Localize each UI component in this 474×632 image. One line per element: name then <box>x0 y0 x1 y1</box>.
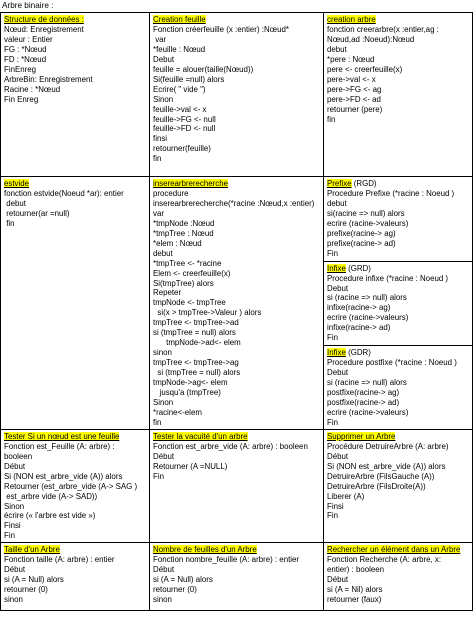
code-line: fonction creerarbre(x :entier,ag : <box>327 24 439 34</box>
code-line: pere->FD <- ad <box>327 94 381 104</box>
code-line: debut <box>153 248 173 258</box>
cell-supprimer-arbre <box>324 429 473 542</box>
code-line: procedure <box>153 188 189 198</box>
cell-title-line <box>327 348 469 358</box>
cell-title: estvide <box>4 179 30 188</box>
code-line: ecrire (racine->valeurs) <box>327 313 409 323</box>
code-line: feuille->FG <- null <box>153 114 216 124</box>
code-line: var <box>153 208 164 218</box>
code-line: Fonction est_Feuille (A: arbre) : <box>4 441 115 451</box>
document-title: Arbre binaire : <box>2 1 54 10</box>
cell-title: Structure de données : <box>4 15 84 24</box>
code-line: debut <box>327 198 347 208</box>
cell-title-line <box>327 545 469 555</box>
cell-rechercher-element <box>324 543 473 611</box>
code-line: valeur : Entier <box>4 34 53 44</box>
code-line: Finsi <box>4 521 21 531</box>
code-line: si(racine => null) alors <box>327 208 405 218</box>
code-line: si (A = Null) alors <box>153 575 213 585</box>
cell-title-line <box>327 264 469 274</box>
code-line: *racine<-elem <box>153 407 202 417</box>
code-line: tmpNode->ag<- elem <box>153 378 228 388</box>
code-line: tmpTree <- tmpTree->ad <box>153 318 239 328</box>
code-line: si (A = Null) alors <box>4 575 64 585</box>
code-line: Début <box>153 451 175 461</box>
code-line: Procedure postfixe (*racine : Noeud ) <box>327 358 457 368</box>
code-line: est_arbre vide (A-> SAD)) <box>4 491 98 501</box>
code-line: Ecrire( " vide ") <box>153 84 206 94</box>
code-line: pere->FG <- ag <box>327 84 382 94</box>
code-line: Repeter <box>153 288 182 298</box>
code-line: infixe(racine-> ag) <box>327 303 391 313</box>
code-line: retourner(feuille) <box>153 144 211 154</box>
code-line: Fin Enreg <box>4 94 39 104</box>
code-line: Si (NON est_arbre_vide (A)) alors <box>327 461 446 471</box>
cell-title: Creation feuille <box>153 15 206 24</box>
cell-title: Taille d'un Arbre <box>4 545 60 555</box>
code-line: Fin <box>4 531 15 541</box>
code-line: jusqu'a (tmpTree) <box>153 388 221 398</box>
code-line: Nœud,ad :Noeud):Nœud <box>327 34 415 44</box>
cell-title: Prefixe <box>327 179 352 188</box>
code-line: DetruireArbre (FilsGauche (A)) <box>327 471 435 481</box>
cell-title-line <box>327 179 469 189</box>
code-line: Liberer (A) <box>327 491 365 501</box>
cell-title: Infixe <box>327 348 346 358</box>
code-line: *pere : Nœud <box>327 54 375 64</box>
code-line: Debut <box>153 54 175 64</box>
cell-title: Tester la vacuité d'un arbre <box>153 431 248 441</box>
code-line: Procedure Prefixe (*racine : Noeud ) <box>327 188 455 198</box>
code-line: retourner (0) <box>153 585 197 595</box>
code-line: debut <box>4 198 26 208</box>
code-line: *elem : Nœud <box>153 238 202 248</box>
code-line: Fin <box>327 417 338 427</box>
code-line: booleen <box>4 451 33 461</box>
code-line: retourner(ar =null) <box>4 208 70 218</box>
algorithm-table <box>0 12 473 611</box>
code-line: postfixe(racine-> ag) <box>327 388 400 398</box>
code-line: debut <box>327 44 347 54</box>
table-row <box>1 13 473 177</box>
code-line: si (A = Nil) alors <box>327 585 383 595</box>
cell-title-line <box>153 15 320 25</box>
code-line: Procédure DetruireArbre (A: arbre) <box>327 441 449 451</box>
code-line: prefixe(racine-> ag) <box>327 228 396 238</box>
code-line: fonction estvide(Noeud *ar): entier <box>4 188 124 198</box>
code-line: FD : *Nœud <box>4 54 47 64</box>
code-line: FinEnreg <box>4 64 37 74</box>
code-line: tmpNode <- tmpTree <box>153 298 226 308</box>
cell-creation-feuille <box>150 13 324 177</box>
code-line: finsi <box>153 134 168 144</box>
code-line: Début <box>4 461 26 471</box>
cell-title-line <box>4 545 146 555</box>
cell-title-line <box>153 545 320 555</box>
code-line: infixe(racine-> ad) <box>327 323 391 333</box>
code-line: sinon <box>153 595 172 605</box>
cell-title-suffix: (RGD) <box>351 179 377 188</box>
code-line: Fin <box>327 248 338 258</box>
part-postfixe <box>324 345 472 428</box>
code-line: *tmpNode :Nœud <box>153 218 215 228</box>
cell-creation-arbre <box>324 13 473 177</box>
cell-title: creation arbre <box>327 15 376 24</box>
code-line: Début <box>4 565 26 575</box>
cell-title-line <box>4 432 146 442</box>
code-line: retourner (faux) <box>327 595 382 605</box>
code-line: prefixe(racine-> ad) <box>327 238 396 248</box>
code-line: Fin <box>153 471 164 481</box>
code-line: inserearbrerecherche(*racine :Nœud,x :entier) <box>153 198 315 208</box>
code-line: Si(feuille =null) alors <box>153 74 225 84</box>
code-line: Finsi <box>327 501 344 511</box>
code-line: Sinon <box>153 94 174 104</box>
code-line: Nœud: Enregistrement <box>4 24 84 34</box>
code-line: Procedure infixe (*racine : Noeud ) <box>327 273 449 283</box>
cell-nombre-feuilles <box>150 543 324 611</box>
code-line: si (racine => null) alors <box>327 293 407 303</box>
code-line: postfixe(racine-> ad) <box>327 398 400 408</box>
cell-title-line <box>327 432 469 442</box>
code-line: fin <box>327 114 336 124</box>
part-infixe <box>324 261 472 344</box>
code-line: feuille->FD <- null <box>153 124 216 134</box>
cell-structure-donnees <box>1 13 150 177</box>
code-line: *tmpTree <- *racine <box>153 258 222 268</box>
cell-title-line <box>153 432 320 442</box>
cell-parcours <box>324 177 473 430</box>
cell-title: Tester Si un nœud est une feuille <box>4 431 120 441</box>
code-line: pere->val <- x <box>327 74 376 84</box>
code-line: ArbreBin: Enregistrement <box>4 74 93 84</box>
code-line: tmpTree <- tmpTree->ag <box>153 358 239 368</box>
code-line: entier) : booleen <box>327 565 385 575</box>
code-line: si (tmpTree = null) alors <box>153 368 241 378</box>
cell-title: Rechercher un élément dans un Arbre <box>327 545 461 555</box>
cell-title-line <box>4 179 146 189</box>
code-line: ecrire (racine->valeurs) <box>327 218 409 228</box>
code-line: Retourner (A =NULL) <box>153 461 228 471</box>
cell-title-line <box>327 15 469 25</box>
table-row <box>1 177 473 430</box>
cell-title-line <box>153 179 320 189</box>
cell-tester-vacuite <box>150 429 324 542</box>
code-line: Sinon <box>153 397 174 407</box>
cell-insererarbre <box>150 177 324 430</box>
code-line: sinon <box>4 595 23 605</box>
code-line: fin <box>153 154 162 164</box>
code-line: retourner (0) <box>4 585 48 595</box>
code-line: ecrire (racine->valeurs) <box>327 407 409 417</box>
code-line: Début <box>327 451 349 461</box>
code-line: fin <box>4 218 15 228</box>
code-line: DetruireArbre (FilsDroite(A)) <box>327 481 426 491</box>
cell-taille-arbre <box>1 543 150 611</box>
code-line: si (racine => null) alors <box>327 378 407 388</box>
code-line: Fonction nombre_feuille (A: arbre) : entier <box>153 555 300 565</box>
cell-estvide <box>1 177 150 430</box>
cell-title: Nombre de feuilles d'un Arbre <box>153 545 257 555</box>
code-line: pere <- creerfeuille(x) <box>327 64 403 74</box>
code-line: Racine : *Nœud <box>4 84 61 94</box>
code-line: *tmpTree : Nœud <box>153 228 214 238</box>
code-line: Fonction est_arbre_vide (A: arbre) : booleen <box>153 441 308 451</box>
code-line: fin <box>153 417 162 427</box>
code-line: Retourner (est_arbre_vide (A-> SAG ) <box>4 481 138 491</box>
code-line: Fonction créerfeuille (x :entier) :Nœud* <box>153 24 289 34</box>
cell-title: Supprimer un Arbre <box>327 431 396 441</box>
code-line: Debut <box>327 368 349 378</box>
part-prefixe <box>327 179 469 259</box>
code-line: Début <box>327 575 349 585</box>
code-line: Fonction Recherche (A: arbre, x: <box>327 555 442 565</box>
cell-title: Infixe <box>327 263 346 273</box>
code-line: Sinon <box>4 501 25 511</box>
table-row <box>1 429 473 542</box>
cell-title-suffix: (GDR) <box>345 348 371 358</box>
cell-tester-feuille <box>1 429 150 542</box>
code-line: var <box>153 34 167 44</box>
cell-title-suffix: (GRD) <box>345 263 371 273</box>
code-line: Si(tmpTree) alors <box>153 278 214 288</box>
code-line: Si (NON est_arbre_vide (A)) alors <box>4 471 123 481</box>
code-line: Debut <box>327 283 349 293</box>
code-line: Fin <box>327 511 338 521</box>
code-line: FG : *Nœud <box>4 44 47 54</box>
code-line: Début <box>153 565 175 575</box>
code-line: si(x > tmpTree->Valeur ) alors <box>153 308 262 318</box>
code-line: si (tmpTree = null) alors <box>153 328 236 338</box>
code-line: feuille = alouer(taille(Nœud)) <box>153 64 254 74</box>
code-line: Fonction taille (A: arbre) : entier <box>4 555 115 565</box>
code-line: écrire (« l'arbre est vide ») <box>4 511 96 521</box>
code-line: sinon <box>153 348 172 358</box>
code-line: *feuille : Nœud <box>153 44 206 54</box>
code-line: retourner (pere) <box>327 104 383 114</box>
cell-title: inserearbrerecherche <box>153 179 228 188</box>
code-line: Fin <box>327 333 338 343</box>
code-line: Elem <- creerfeuille(x) <box>153 268 231 278</box>
cell-title-line <box>4 15 146 25</box>
code-line: feuille->val <- x <box>153 104 207 114</box>
table-row <box>1 543 473 611</box>
code-line: tmpNode->ad<- elem <box>153 338 241 348</box>
